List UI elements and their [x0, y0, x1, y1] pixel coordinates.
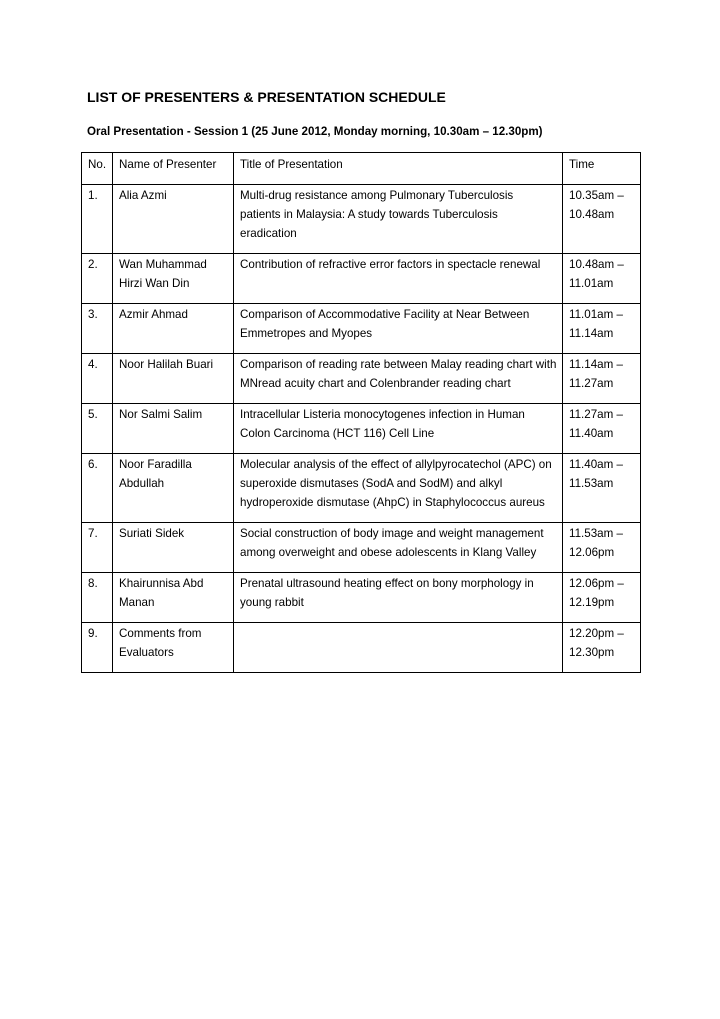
cell-name: Noor Halilah Buari — [113, 354, 234, 404]
cell-no: 7. — [82, 523, 113, 573]
cell-title: Intracellular Listeria monocytogenes infection in Human Colon Carcinoma (HCT 116) Cell Line — [234, 404, 563, 454]
cell-title: Molecular analysis of the effect of allylpyrocatechol (APC) on superoxide dismutases (SodA and SodM) and alkyl hydroperoxide dismutase (AhpC) in Staphylococcus aureus — [234, 454, 563, 523]
header-name: Name of Presenter — [113, 153, 234, 185]
cell-name: Alia Azmi — [113, 185, 234, 254]
cell-no: 4. — [82, 354, 113, 404]
table-row — [82, 454, 641, 523]
table-row — [82, 354, 641, 404]
cell-no: 3. — [82, 304, 113, 354]
cell-no: 1. — [82, 185, 113, 254]
cell-title: Comparison of reading rate between Malay reading chart with MNread acuity chart and Colenbrander reading chart — [234, 354, 563, 404]
cell-time: 11.53am – 12.06pm — [563, 523, 641, 573]
cell-title: Prenatal ultrasound heating effect on bony morphology in young rabbit — [234, 573, 563, 623]
table-row — [82, 185, 641, 254]
cell-title: Comparison of Accommodative Facility at Near Between Emmetropes and Myopes — [234, 304, 563, 354]
cell-title: Social construction of body image and weight management among overweight and obese adolescents in Klang Valley — [234, 523, 563, 573]
cell-name: Azmir Ahmad — [113, 304, 234, 354]
table-row — [82, 623, 641, 673]
table-row — [82, 254, 641, 304]
cell-name: Noor Faradilla Abdullah — [113, 454, 234, 523]
table-row — [82, 523, 641, 573]
cell-time: 11.27am – 11.40am — [563, 404, 641, 454]
cell-name: Nor Salmi Salim — [113, 404, 234, 454]
cell-time: 11.01am – 11.14am — [563, 304, 641, 354]
table-row — [82, 304, 641, 354]
cell-name: Comments from Evaluators — [113, 623, 234, 673]
cell-no: 2. — [82, 254, 113, 304]
cell-name: Khairunnisa Abd Manan — [113, 573, 234, 623]
page-title: LIST OF PRESENTERS & PRESENTATION SCHEDULE — [87, 89, 446, 105]
cell-time: 10.48am – 11.01am — [563, 254, 641, 304]
table-header-row — [82, 153, 641, 185]
header-time: Time — [563, 153, 641, 185]
header-title: Title of Presentation — [234, 153, 563, 185]
cell-name: Suriati Sidek — [113, 523, 234, 573]
schedule-table — [81, 152, 641, 673]
cell-time: 12.06pm – 12.19pm — [563, 573, 641, 623]
cell-title — [234, 623, 563, 673]
cell-title: Contribution of refractive error factors in spectacle renewal — [234, 254, 563, 304]
cell-no: 9. — [82, 623, 113, 673]
header-no: No. — [82, 153, 113, 185]
table-row — [82, 573, 641, 623]
cell-time: 11.40am – 11.53am — [563, 454, 641, 523]
cell-time: 10.35am – 10.48am — [563, 185, 641, 254]
cell-time: 11.14am – 11.27am — [563, 354, 641, 404]
cell-time: 12.20pm – 12.30pm — [563, 623, 641, 673]
cell-no: 8. — [82, 573, 113, 623]
cell-name: Wan Muhammad Hirzi Wan Din — [113, 254, 234, 304]
cell-no: 5. — [82, 404, 113, 454]
table-row — [82, 404, 641, 454]
cell-no: 6. — [82, 454, 113, 523]
session-title: Oral Presentation - Session 1 (25 June 2012, Monday morning, 10.30am – 12.30pm) — [87, 125, 543, 138]
cell-title: Multi-drug resistance among Pulmonary Tuberculosis patients in Malaysia: A study towards Tuberculosis eradication — [234, 185, 563, 254]
